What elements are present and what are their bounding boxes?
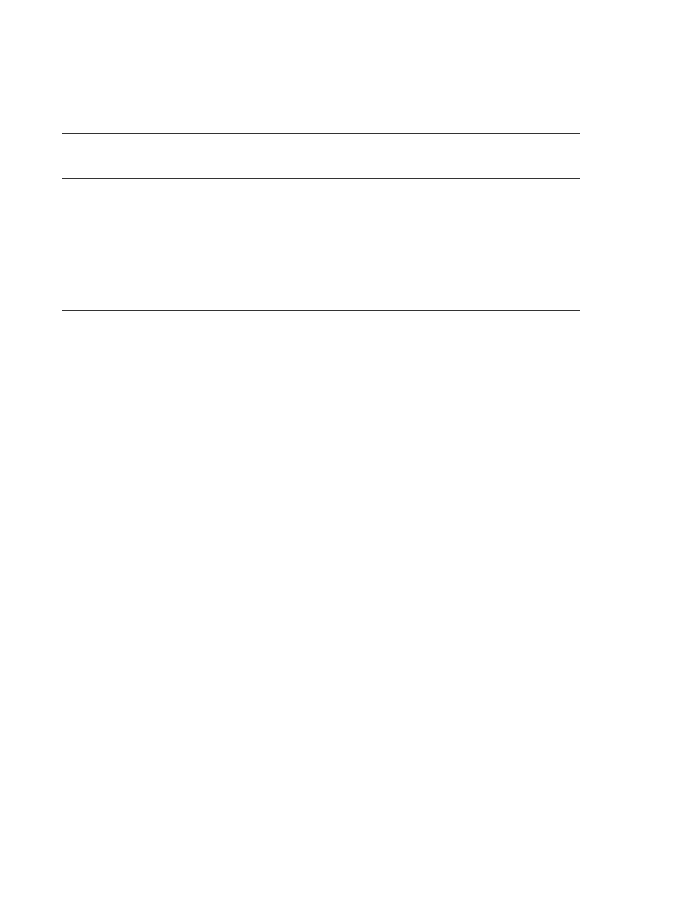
table-header-rule: [62, 178, 580, 179]
table-bottom-rule: [62, 310, 580, 311]
table-top-rule: [62, 133, 580, 134]
